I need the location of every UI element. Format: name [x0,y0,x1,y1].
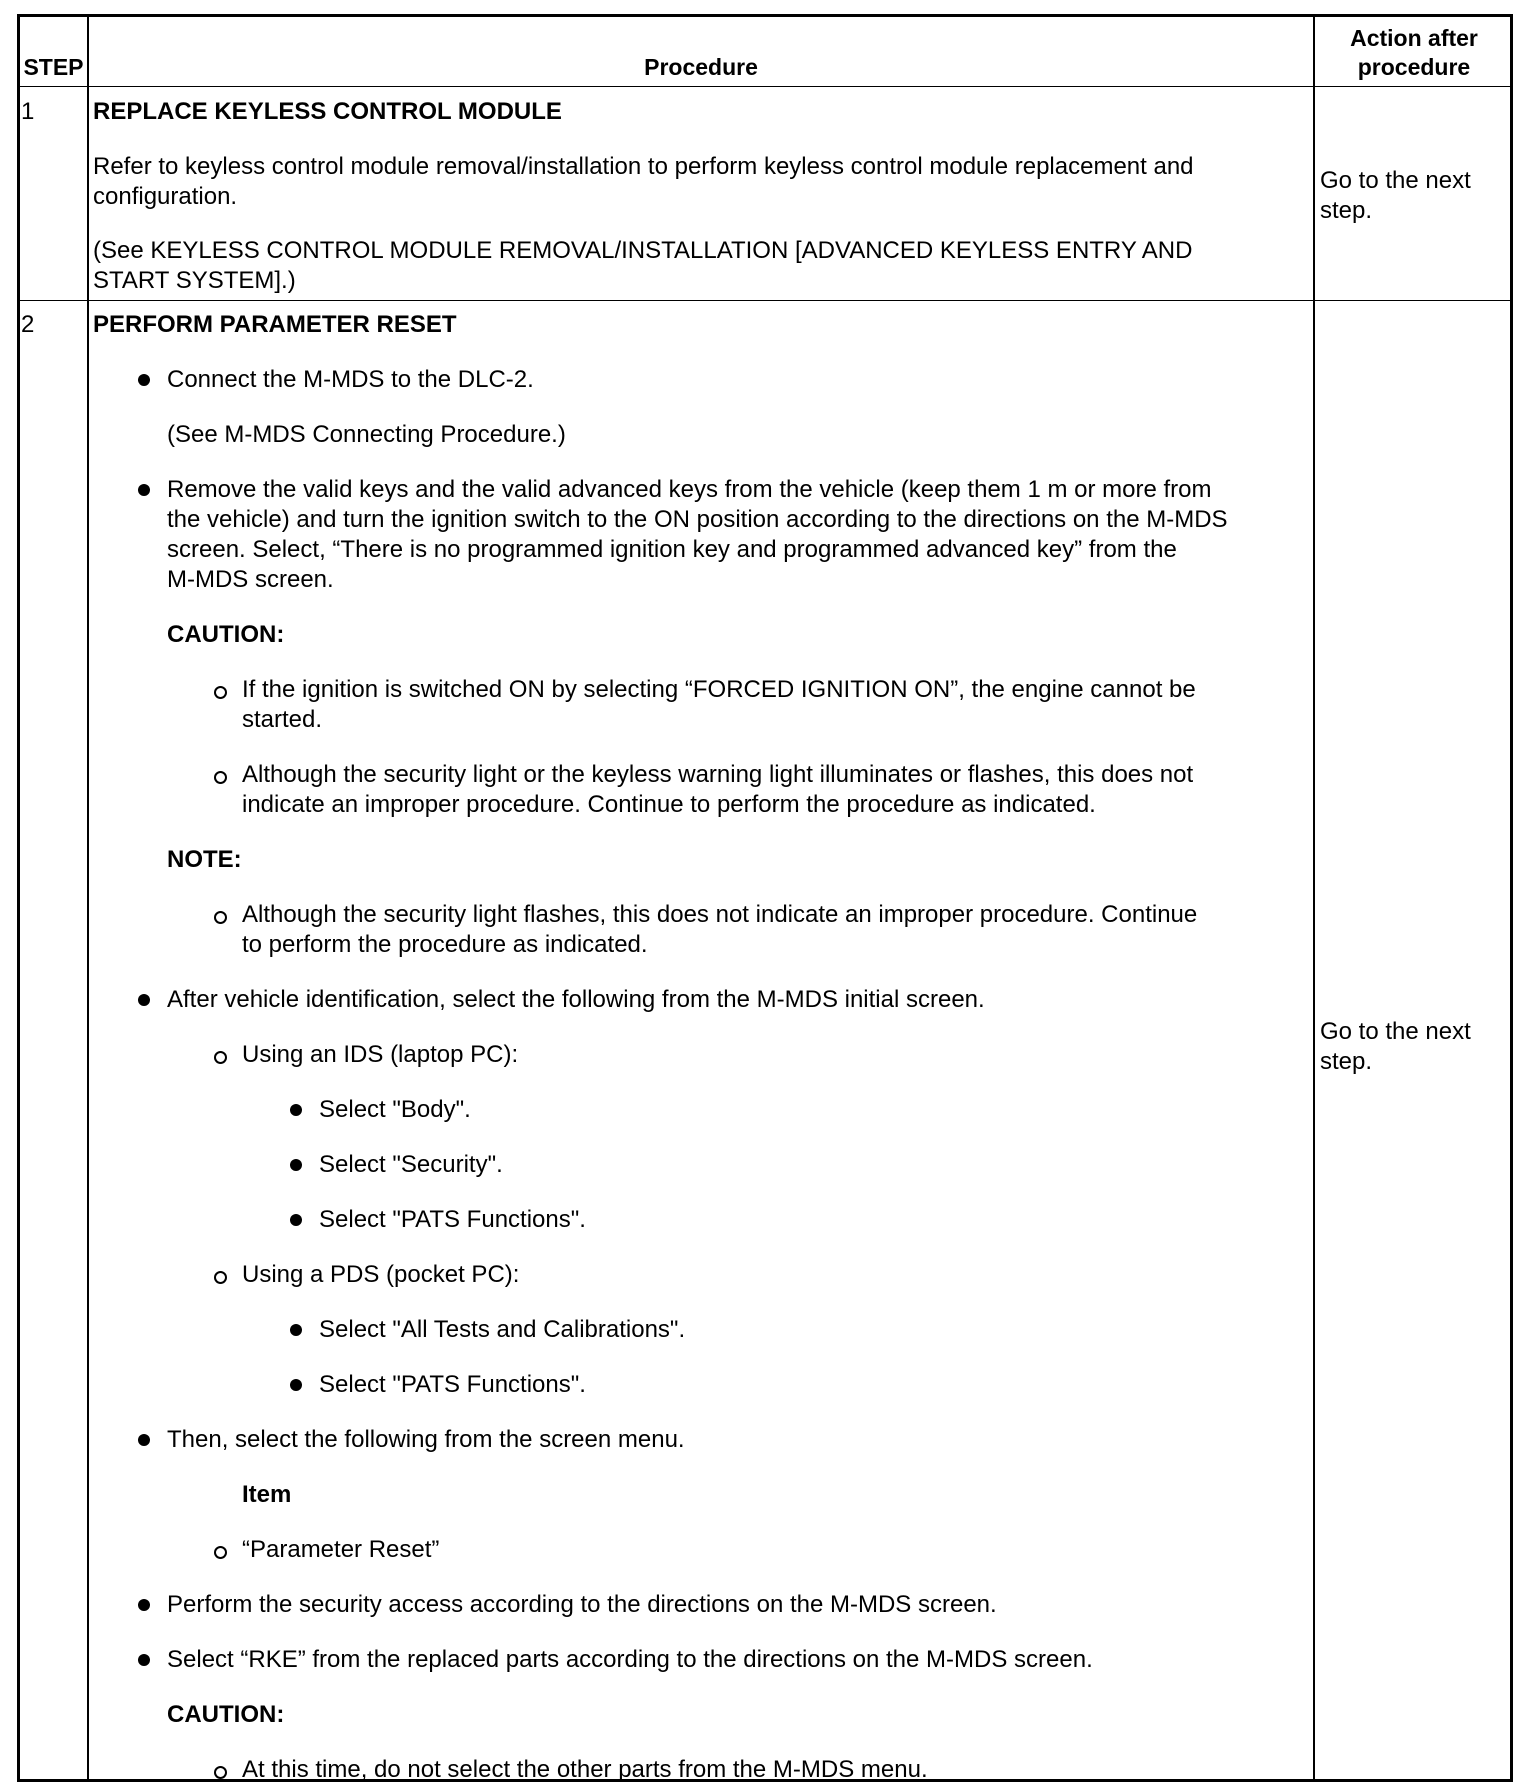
ids-select-security: Select "Security". [319,1151,503,1178]
item-parameter-reset: “Parameter Reset” [242,1536,440,1563]
bullet-icon [138,1599,150,1611]
caution-item2-line2: indicate an improper procedure. Continue to perform the procedure as indicated. [242,791,1096,818]
header-divider [20,86,1510,87]
column-divider-step [87,17,89,1779]
bullet-icon [138,374,150,386]
caution-item1-line2: started. [242,706,323,733]
ids-label: Using an IDS (laptop PC): [242,1041,519,1068]
sub-bullet-icon [214,1766,227,1779]
sub-bullet-icon [214,686,227,699]
step1-title: REPLACE KEYLESS CONTROL MODULE [93,98,562,125]
item-label: Item [242,1481,292,1508]
step2-bullet-remove-line1: Remove the valid keys and the valid advanced keys from the vehicle (keep them 1 m or more from [167,476,1212,503]
step2-bullet-connect: Connect the M-MDS to the DLC-2. [167,366,534,393]
ids-select-pats: Select "PATS Functions". [319,1206,586,1233]
note-item1-line2: to perform the procedure as indicated. [242,931,648,958]
step1-number: 1 [21,98,35,125]
step1-action-line1: Go to the next [1320,167,1471,194]
step1-para2-line2: START SYSTEM].) [93,267,296,294]
ids-select-body: Select "Body". [319,1096,471,1123]
step2-bullet-identification: After vehicle identification, select the following from the M-MDS initial screen. [167,986,985,1013]
sub-bullet-icon [214,771,227,784]
step2-bullet-remove-line2: the vehicle) and turn the ignition switch to the ON position according to the directions on the M-MDS [167,506,1228,533]
bullet-icon [290,1379,302,1391]
sub-bullet-icon [214,911,227,924]
step1-action-line2: step. [1320,197,1373,224]
pds-select-all-tests: Select "All Tests and Calibrations". [319,1316,686,1343]
header-step: STEP [23,54,84,80]
step1-para1-line1: Refer to keyless control module removal/installation to perform keyless control module replacement and [93,153,1194,180]
step2-bullet-connect-ref: (See M-MDS Connecting Procedure.) [167,421,566,448]
pds-select-pats: Select "PATS Functions". [319,1371,586,1398]
bullet-icon [138,1434,150,1446]
bullet-icon [290,1104,302,1116]
step2-bullet-security-access: Perform the security access according to the directions on the M-MDS screen. [167,1591,997,1618]
caution-item1-line1: If the ignition is switched ON by selecting “FORCED IGNITION ON”, the engine cannot be [242,676,1196,703]
bullet-icon [290,1159,302,1171]
step2-bullet-screen-menu: Then, select the following from the screen menu. [167,1426,685,1453]
note-label: NOTE: [167,846,242,873]
step2-bullet-remove-line4: M-MDS screen. [167,566,334,593]
header-procedure: Procedure [644,54,758,80]
caution-label: CAUTION: [167,621,285,648]
step2-number: 2 [21,311,35,338]
bullet-icon [290,1324,302,1336]
step2-bullet-remove-line3: screen. Select, “There is no programmed ignition key and programmed advanced key” from the [167,536,1177,563]
caution-label-2: CAUTION: [167,1701,285,1728]
step2-action-line2: step. [1320,1048,1373,1075]
column-divider-action [1313,17,1315,1779]
sub-bullet-icon [214,1051,227,1064]
caution-item2-line1: Although the security light or the keyless warning light illuminates or flashes, this does not [242,761,1194,788]
step2-bullet-select-rke: Select “RKE” from the replaced parts according to the directions on the M-MDS screen. [167,1646,1093,1673]
pds-label: Using a PDS (pocket PC): [242,1261,520,1288]
bullet-icon [138,1654,150,1666]
sub-bullet-icon [214,1271,227,1284]
caution2-item1: At this time, do not select the other parts from the M-MDS menu. [242,1756,928,1783]
bullet-icon [138,484,150,496]
row-divider-step1 [20,300,1510,301]
step2-title: PERFORM PARAMETER RESET [93,311,457,338]
note-item1-line1: Although the security light flashes, this does not indicate an improper procedure. Continue [242,901,1198,928]
bullet-icon [290,1214,302,1226]
step1-para2-line1: (See KEYLESS CONTROL MODULE REMOVAL/INSTALLATION [ADVANCED KEYLESS ENTRY AND [93,237,1193,264]
step2-action-line1: Go to the next [1320,1018,1471,1045]
procedure-table [17,14,1513,1782]
sub-bullet-icon [214,1546,227,1559]
header-action-line2: procedure [1357,54,1471,80]
header-action-line1: Action after [1350,25,1478,51]
bullet-icon [138,994,150,1006]
step1-para1-line2: configuration. [93,183,238,210]
